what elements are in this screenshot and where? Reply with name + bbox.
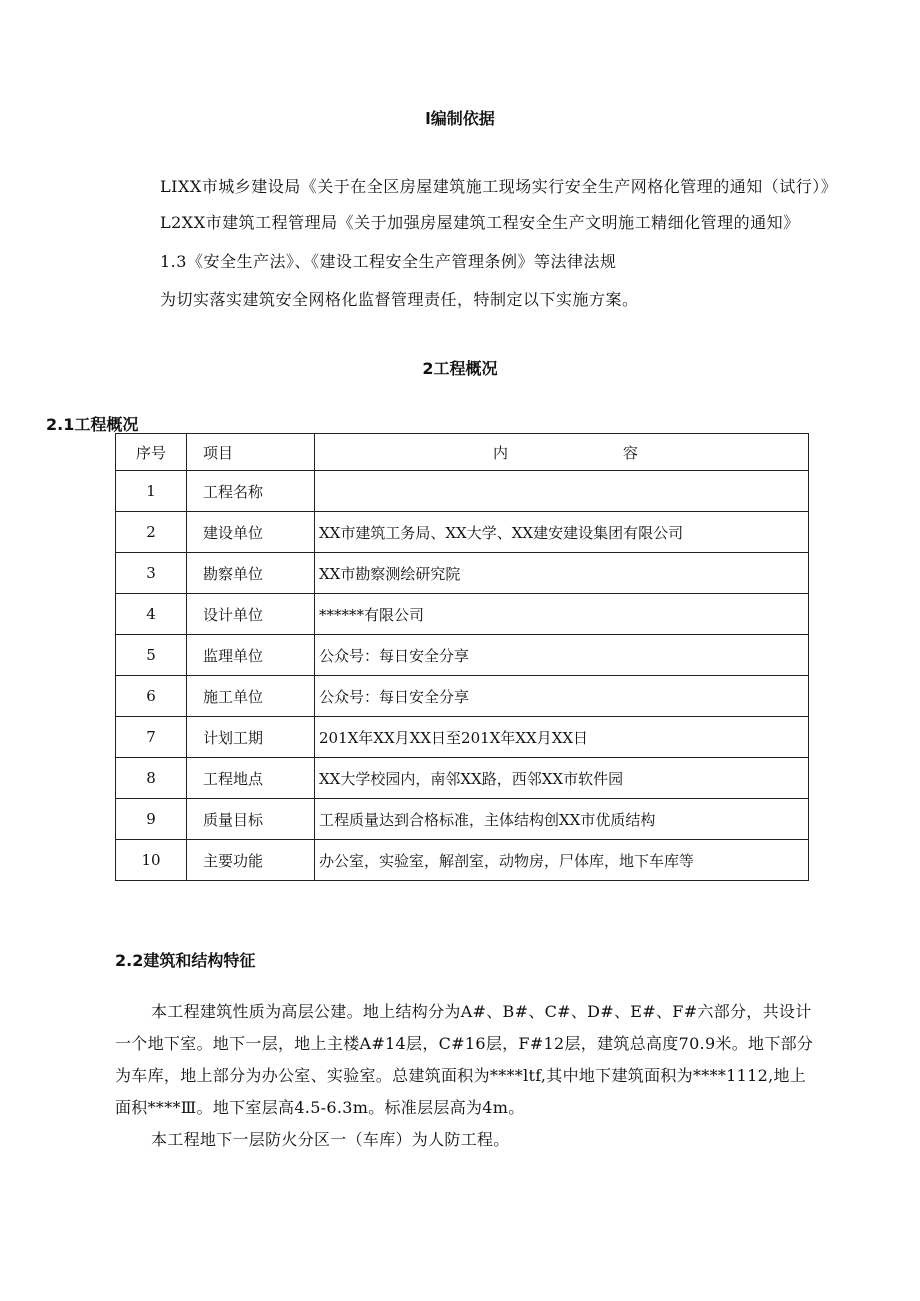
row-item: 工程名称: [187, 471, 315, 512]
subsection-2-1-heading: 2.1工程概况: [46, 415, 139, 434]
row-content: XX市建筑工务局、XX大学、XX建安建设集团有限公司: [315, 512, 809, 553]
row-item: 勘察单位: [187, 553, 315, 594]
row-content: 201X年XX月XX日至201X年XX月XX日: [315, 717, 809, 758]
row-content: [315, 471, 809, 512]
row-no: 5: [116, 635, 187, 676]
row-no: 6: [116, 676, 187, 717]
row-content: 办公室，实验室，解剖室，动物房，尸体库，地下车库等: [315, 840, 809, 881]
row-item: 工程地点: [187, 758, 315, 799]
table-row: [116, 471, 809, 512]
structure-paragraph-1: 本工程建筑性质为高层公建。地上结构分为A#、B#、C#、D#、E#、F#六部分，共设计一个地下室。地下一层，地上主楼A#14层，C#16层，F#12层，建筑总高度70.9米。地下部分为车库，地上部分为办公室、实验室。总建筑面积为****ltf,其中地下建筑面积为****1112,地上面积****Ⅲ。地下室层高4.5-6.3m。标准层层高为4m。: [115, 1002, 814, 1117]
row-content: 公众号：每日安全分享: [315, 635, 809, 676]
basis-item-3: 1.3《安全生产法》、《建设工程安全生产管理条例》等法律法规: [160, 252, 617, 271]
row-content: XX大学校园内，南邻XX路，西邻XX市软件园: [315, 758, 809, 799]
structure-paragraph-2: 本工程地下一层防火分区一（车库）为人防工程。: [151, 1130, 510, 1149]
row-no: 4: [116, 594, 187, 635]
row-content: XX市勘察测绘研究院: [315, 553, 809, 594]
subsection-2-2-heading: 2.2建筑和结构特征: [115, 951, 256, 970]
row-no: 2: [116, 512, 187, 553]
header-no: 序号: [116, 434, 187, 471]
row-no: 9: [116, 799, 187, 840]
row-item: 设计单位: [187, 594, 315, 635]
project-overview-table: [115, 433, 809, 881]
table-header-row: [116, 434, 809, 471]
row-content: 工程质量达到合格标准，主体结构创XX市优质结构: [315, 799, 809, 840]
row-item: 计划工期: [187, 717, 315, 758]
basis-item-2: L2XX市建筑工程管理局《关于加强房屋建筑工程安全生产文明施工精细化管理的通知》: [160, 213, 800, 232]
row-item: 质量目标: [187, 799, 315, 840]
row-no: 8: [116, 758, 187, 799]
basis-statement: 为切实落实建筑安全网格化监督管理责任，特制定以下实施方案。: [160, 290, 639, 309]
header-content: [315, 434, 809, 471]
table-row: [116, 635, 809, 676]
row-item: 主要功能: [187, 840, 315, 881]
table-row: [116, 553, 809, 594]
row-item: 建设单位: [187, 512, 315, 553]
section-1-heading: l编制依据: [425, 109, 495, 128]
row-content: ******有限公司: [315, 594, 809, 635]
row-no: 1: [116, 471, 187, 512]
row-content: 公众号：每日安全分享: [315, 676, 809, 717]
row-no: 7: [116, 717, 187, 758]
table-row: [116, 512, 809, 553]
row-item: 施工单位: [187, 676, 315, 717]
table-row: [116, 594, 809, 635]
row-no: 3: [116, 553, 187, 594]
structure-description: [115, 996, 815, 1156]
row-item: 监理单位: [187, 635, 315, 676]
table-row: [116, 717, 809, 758]
header-content-char-1: 内: [493, 443, 509, 462]
basis-item-1: LIXX市城乡建设局《关于在全区房屋建筑施工现场实行安全生产网格化管理的通知（试行）》: [160, 177, 838, 196]
table-row: [116, 840, 809, 881]
section-2-heading: 2工程概况: [422, 359, 498, 378]
table-row: [116, 758, 809, 799]
row-no: 10: [116, 840, 187, 881]
header-content-char-2: 容: [622, 443, 638, 462]
header-item: 项目: [187, 434, 315, 471]
table-row: [116, 799, 809, 840]
table-row: [116, 676, 809, 717]
